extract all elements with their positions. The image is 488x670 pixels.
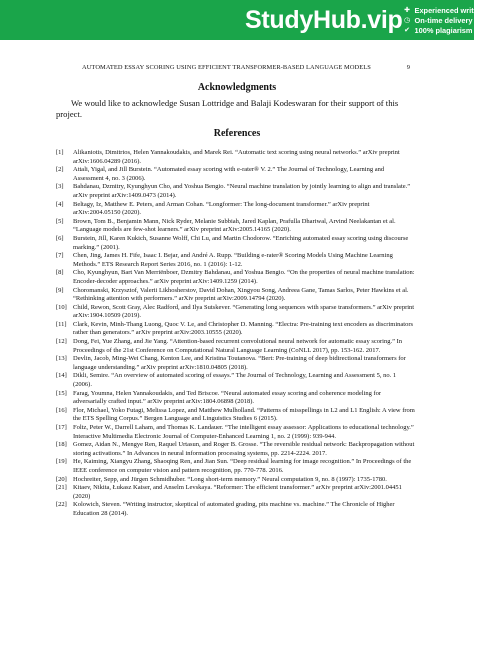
reference-number: [7] [56, 252, 64, 260]
reference-text: Chen, Jing, James H. Fife, Isaac I. Bejar, and André A. Rupp. “Building e-rater® Scoring Models Using Machine Learning Methods.” ETS Research Report Series 2016, no. 1 (2016): 1-12. [73, 252, 393, 268]
reference-number: [6] [56, 234, 64, 242]
reference-item [56, 321, 416, 338]
reference-number: [4] [56, 200, 64, 208]
reference-text: Choromanski, Krzysztof, Valerii Likhosherstov, David Dohan, Xingyou Song, Andreea Gane, Tamas Sarlos, Peter Hawkins et al. “Rethinking attention with performers.” arXiv preprint arXiv:2009.14794 (2020). [73, 286, 409, 303]
reference-item [56, 183, 416, 200]
reference-text: Farag, Youmna, Helen Yannakoudakis, and Ted Briscoe. “Neural automated essay scoring and coherence modeling for adversarially crafted input.” arXiv preprint arXiv:1804.06898 (2018). [73, 389, 382, 406]
reference-item [56, 252, 416, 269]
check-icon: ✚ [404, 7, 410, 14]
reference-item [56, 501, 416, 518]
reference-text: Kitaev, Nikita, Łukasz Kaiser, and Anselm Levskaya. “Reformer: The efficient transformer.” arXiv preprint arXiv:2001.04451 (2020) [73, 484, 402, 500]
reference-number: [1] [56, 149, 64, 156]
shield-icon: ✔ [404, 27, 410, 34]
feature-label: On-time delivery [414, 15, 473, 25]
reference-item [56, 338, 416, 355]
reference-text: Kolowich, Steven. “Writing instructor, skeptical of automated grading, pits machine vs. machine.” The Chronicle of Higher Education 28 (2014). [73, 501, 395, 517]
reference-number: [10] [56, 303, 67, 311]
reference-item [56, 476, 416, 485]
running-header [82, 64, 410, 71]
reference-item [56, 390, 416, 407]
reference-text: He, Kaiming, Xiangyu Zhang, Shaoqing Ren, and Jian Sun. “Deep residual learning for image recognition.” In Proceedings of the IEEE conference on computer vision and pattern recognition, pp. 770-778. 2016. [73, 458, 412, 474]
header-title: AUTOMATED ESSAY SCORING USING EFFICIENT TRANSFORMER-BASED LANGUAGE MODELS [82, 64, 371, 71]
acknowledgments-text: We would like to acknowledge Susan Lottridge and Balaji Kodeswaran for their support of this project. [56, 98, 399, 119]
reference-text: Clark, Kevin, Minh-Thang Luong, Quoc V. Le, and Christopher D. Manning. “Electra: Pre-training text encoders as discriminators rather than generators.” arXiv preprint arXiv:2003.10555 (2020). [73, 320, 414, 337]
feature-label: Experienced writers [414, 5, 485, 15]
reference-text: Cho, Kyunghyun, Bart Van Merriënboer, Dzmitry Bahdanau, and Yoshua Bengio. “On the properties of neural machine translation: Encoder-decoder approaches.” arXiv preprint arXiv:1409.1259 (2014). [73, 269, 415, 285]
reference-item [56, 441, 416, 458]
reference-item [56, 166, 416, 183]
reference-text: Flor, Michael, Yoko Futagi, Melissa Lopez, and Matthew Mulholland. “Patterns of misspellings in L2 and L1 English: A view from the ETS Spelling Corpus.” Bergen Language and Linguistics Studies 6 (2015). [73, 406, 415, 423]
reference-number: [15] [56, 389, 67, 397]
reference-item [56, 458, 416, 475]
reference-text: Brown, Tom B., Benjamin Mann, Nick Ryder, Melanie Subbiah, Jared Kaplan, Prafulla Dhariwal, Arvind Neelakantan et al. “Language models are few-shot learners.” arXiv preprint arXiv:2005.14165 (2020). [73, 217, 396, 234]
reference-item [56, 218, 416, 235]
reference-item [56, 304, 416, 321]
reference-text: Child, Rewon, Scott Gray, Alec Radford, and Ilya Sutskever. “Generating long sequences with sparse transformers.” arXiv preprint arXiv:1904.10509 (2019). [73, 303, 415, 320]
reference-number: [12] [56, 338, 67, 346]
references-heading: References [213, 128, 261, 139]
feature-item [403, 26, 488, 35]
reference-number: [17] [56, 424, 67, 431]
acknowledgments-heading: Acknowledgments [197, 82, 277, 93]
reference-list [56, 149, 416, 519]
feature-item [403, 16, 488, 25]
reference-number: [14] [56, 372, 67, 380]
reference-item [56, 269, 416, 286]
reference-text: Bahdanau, Dzmitry, Kyunghyun Cho, and Yoshua Bengio. “Neural machine translation by jointly learning to align and translate.” arXiv preprint arXiv:1409.0473 (2014). [73, 183, 411, 199]
reference-number: [9] [56, 286, 64, 294]
reference-text: Attali, Yigal, and Jill Burstein. “Automated essay scoring with e-rater® V. 2.” The Journal of Technology, Learning and Assessment 4, no. 3 (2006). [73, 166, 385, 182]
clock-icon: ◷ [403, 17, 411, 24]
feature-label: 100% plagiarism free [414, 25, 488, 35]
reference-item [56, 484, 416, 501]
reference-text: Hochreiter, Sepp, and Jürgen Schmidhuber. “Long short-term memory.” Neural computation 9, no. 8 (1997): 1735-1780. [73, 475, 387, 483]
feature-item [403, 6, 488, 15]
reference-item [56, 149, 416, 166]
reference-number: [22] [56, 501, 67, 509]
reference-item [56, 372, 416, 389]
reference-text: Dong, Fei, Yue Zhang, and Jie Yang. “Attention-based recurrent convolutional neural network for automatic essay scoring.” In Proceedings of the 21st Conference on Computational Natural Language Learning (CoNLL 2017), pp. 153-162. 2017. [73, 338, 403, 354]
reference-number: [8] [56, 269, 64, 277]
reference-text: Gomez, Aidan N., Mengye Ren, Raquel Urtasun, and Roger B. Grosse. “The reversible residual network: Backpropagation without storing activations.” In Advances in neural information processing systems, pp. 2214-2224. 2017. [73, 441, 415, 457]
reference-number: [19] [56, 458, 67, 466]
reference-text: Devlin, Jacob, Ming-Wei Chang, Kenton Lee, and Kristina Toutanova. “Bert: Pre-training of deep bidirectional transformers for language understanding.” arXiv preprint arXiv:1810.04805 (2018). [73, 355, 406, 371]
reference-item [56, 407, 416, 424]
studyhub-logo[interactable]: StudyHub.vip [245, 6, 403, 34]
reference-item [56, 355, 416, 372]
reference-item [56, 201, 416, 218]
reference-number: [13] [56, 355, 67, 363]
reference-number: [18] [56, 441, 67, 449]
reference-text: Alikaniotis, Dimitrios, Helen Yannakoudakis, and Marek Rei. “Automatic text scoring using neural networks.” arXiv preprint arXiv:1606.04289 (2016). [73, 149, 400, 165]
reference-number: [5] [56, 217, 64, 225]
reference-number: [21] [56, 484, 67, 492]
page-number: 9 [406, 64, 410, 71]
reference-number: [16] [56, 406, 67, 414]
reference-number: [20] [56, 475, 67, 483]
reference-text: Beltagy, Iz, Matthew E. Peters, and Arman Cohan. “Longformer: The long-document transformer.” arXiv preprint arXiv:2004.05150 (2020). [73, 200, 370, 217]
reference-number: [11] [56, 320, 67, 328]
reference-number: [3] [56, 183, 64, 191]
reference-text: Burstein, Jill, Karen Kukich, Susanne Wolff, Chi Lu, and Martin Chodorow. “Enriching automated essay scoring using discourse marking.” (2001). [73, 234, 409, 251]
feature-list [403, 6, 488, 35]
reference-number: [2] [56, 166, 64, 174]
reference-item [56, 235, 416, 252]
reference-item [56, 287, 416, 304]
reference-text: Foltz, Peter W., Darrell Laham, and Thomas K. Landauer. “The intelligent essay assessor: Applications to educational technology.” Interactive Multimedia Electronic Journal of Computer-Enhanced Learning 1, no. 2 (1999): 939-944. [73, 424, 414, 440]
reference-text: Dikli, Semire. “An overview of automated scoring of essays.” The Journal of Technology, Learning and Assessment 5, no. 1 (2006). [73, 372, 397, 389]
reference-item [56, 424, 416, 441]
promo-banner[interactable] [0, 0, 488, 40]
